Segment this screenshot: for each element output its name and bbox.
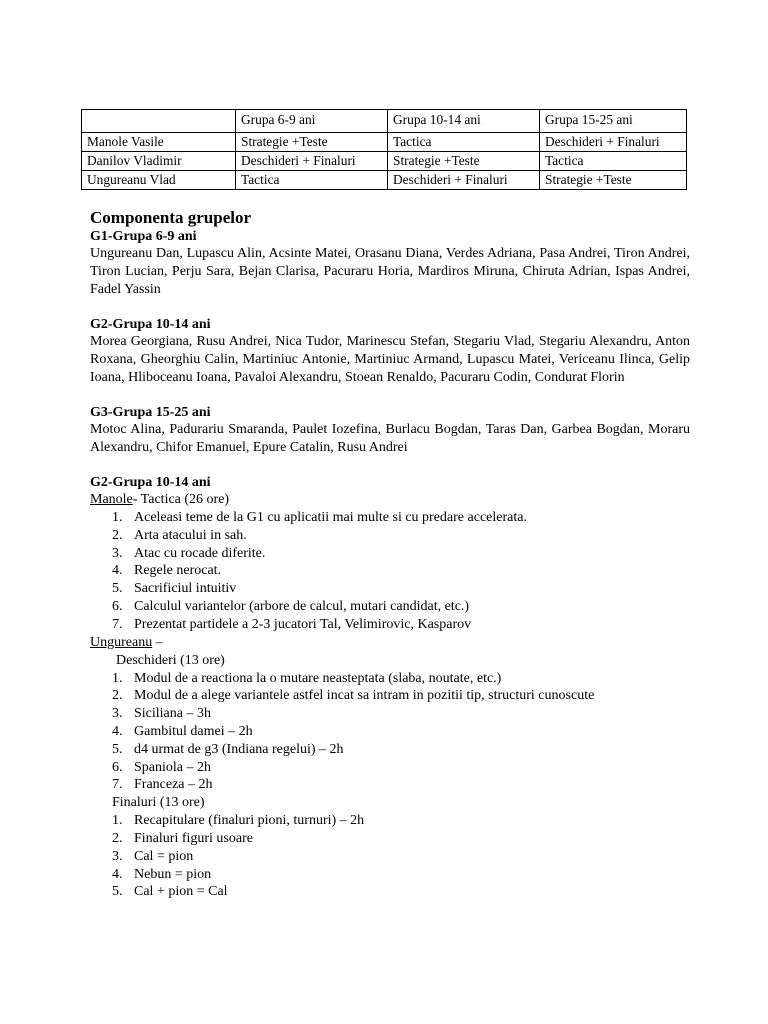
list-item: 1. Recapitulare (finaluri pioni, turnuri) – 2h <box>112 813 365 829</box>
table-cell: Strategie +Teste <box>236 133 388 152</box>
table-cell: Tactica <box>236 171 388 190</box>
list-item: 4. Regele nerocat. <box>112 563 222 579</box>
table-cell: Ungureanu Vlad <box>82 171 236 190</box>
table-header-cell: Grupa 15-25 ani <box>540 110 687 133</box>
table-row <box>82 133 687 152</box>
plan-title: G2-Grupa 10-14 ani <box>90 475 211 490</box>
list-item: 5. Cal + pion = Cal <box>112 884 228 900</box>
list-item: 7. Prezentat partidele a 2-3 jucatori Tal, Velimirovic, Kasparov <box>112 616 472 632</box>
list-item: 3. Siciliana – 3h <box>112 706 211 722</box>
manole-heading <box>90 491 690 509</box>
manole-topic: - Tactica (26 ore) <box>132 492 230 507</box>
group-title: G2-Grupa 10-14 ani <box>90 317 211 332</box>
list-item: 7. Franceza – 2h <box>112 777 213 793</box>
group-title: G3-Grupa 15-25 ani <box>90 405 211 420</box>
group-members: Motoc Alina, Padurariu Smaranda, Paulet Iozefina, Burlacu Bogdan, Taras Dan, Garbea Bogdan, Moraru Alexandru, Chifor Emanuel, Epure Catalin, Rusu Andrei <box>90 422 690 455</box>
list-item: 6. Calculul variantelor (arbore de calcul, mutari candidat, etc.) <box>112 598 470 614</box>
list-item: 4. Nebun = pion <box>112 866 212 882</box>
table-cell: Tactica <box>388 133 540 152</box>
list-item: 5. Sacrificiul intuitiv <box>112 581 237 597</box>
table-row <box>82 171 687 190</box>
table-header-row <box>82 110 687 133</box>
section-title: Componenta grupelor <box>90 208 252 227</box>
list-item: 4. Gambitul damei – 2h <box>112 723 253 739</box>
list-item: 1. Modul de a reactiona la o mutare neasteptata (slaba, noutate, etc.) <box>112 670 502 686</box>
list-item: 2. Arta atacului in sah. <box>112 527 247 543</box>
table-header-cell: Grupa 6-9 ani <box>236 110 388 133</box>
table-header-cell <box>82 110 236 133</box>
table-cell: Strategie +Teste <box>540 171 687 190</box>
group-title: G1-Grupa 6-9 ani <box>90 229 197 244</box>
list-item: 3. Atac cu rocade diferite. <box>112 545 266 561</box>
table-cell: Deschideri + Finaluri <box>540 133 687 152</box>
finaluri-list <box>90 812 690 901</box>
finaluri-label: Finaluri (13 ore) <box>112 795 205 811</box>
list-item: 5. d4 urmat de g3 (Indiana regelui) – 2h <box>112 741 344 757</box>
list-item: 6. Spaniola – 2h <box>112 759 211 775</box>
deschideri-list <box>90 670 690 795</box>
list-item: 2. Finaluri figuri usoare <box>112 830 253 846</box>
group-members: Ungureanu Dan, Lupascu Alin, Acsinte Matei, Orasanu Diana, Verdes Adriana, Pasa Andrei, Tiron Andrei, Tiron Lucian, Perju Sara, Bejan Clarisa, Pacuraru Horia, Mardiros Miruna, Chiruta Adrian, Ispas Andrei, Fadel Yassin <box>90 246 690 297</box>
list-item: 1. Aceleasi teme de la G1 cu aplicatii mai multe si cu predare accelerata. <box>112 510 527 525</box>
table-cell: Deschideri + Finaluri <box>388 171 540 190</box>
list-item: 2. Modul de a alege variantele astfel incat sa intram in pozitii tip, structuri cunoscute <box>112 688 595 704</box>
trainer-name: Ungureanu <box>90 634 153 650</box>
ungureanu-heading: Ungureanu – <box>90 634 163 650</box>
trainer-name: Manole <box>90 492 133 507</box>
schedule-table <box>81 109 687 190</box>
table-row <box>82 152 687 171</box>
table-cell: Deschideri + Finaluri <box>236 152 388 171</box>
table-header-cell: Grupa 10-14 ani <box>388 110 540 133</box>
group-members: Morea Georgiana, Rusu Andrei, Nica Tudor, Marinescu Stefan, Stegariu Vlad, Stegariu Alexandru, Anton Roxana, Gheorghiu Calin, Martiniuc Antonie, Martiniuc Armand, Lupascu Matei, Vericeanu Ilinca, Gelip Ioana, Hliboceanu Ioana, Pavaloi Alexandru, Stoean Renaldo, Pacuraru Codin, Condurat Florin <box>90 334 690 385</box>
table-cell: Danilov Vladimir <box>82 152 236 171</box>
manole-list <box>90 509 690 634</box>
document-body <box>90 208 690 901</box>
list-item: 3. Cal = pion <box>112 848 194 864</box>
table-cell: Manole Vasile <box>82 133 236 152</box>
table-cell: Tactica <box>540 152 687 171</box>
deschideri-label: Deschideri (13 ore) <box>116 652 225 668</box>
table-cell: Strategie +Teste <box>388 152 540 171</box>
